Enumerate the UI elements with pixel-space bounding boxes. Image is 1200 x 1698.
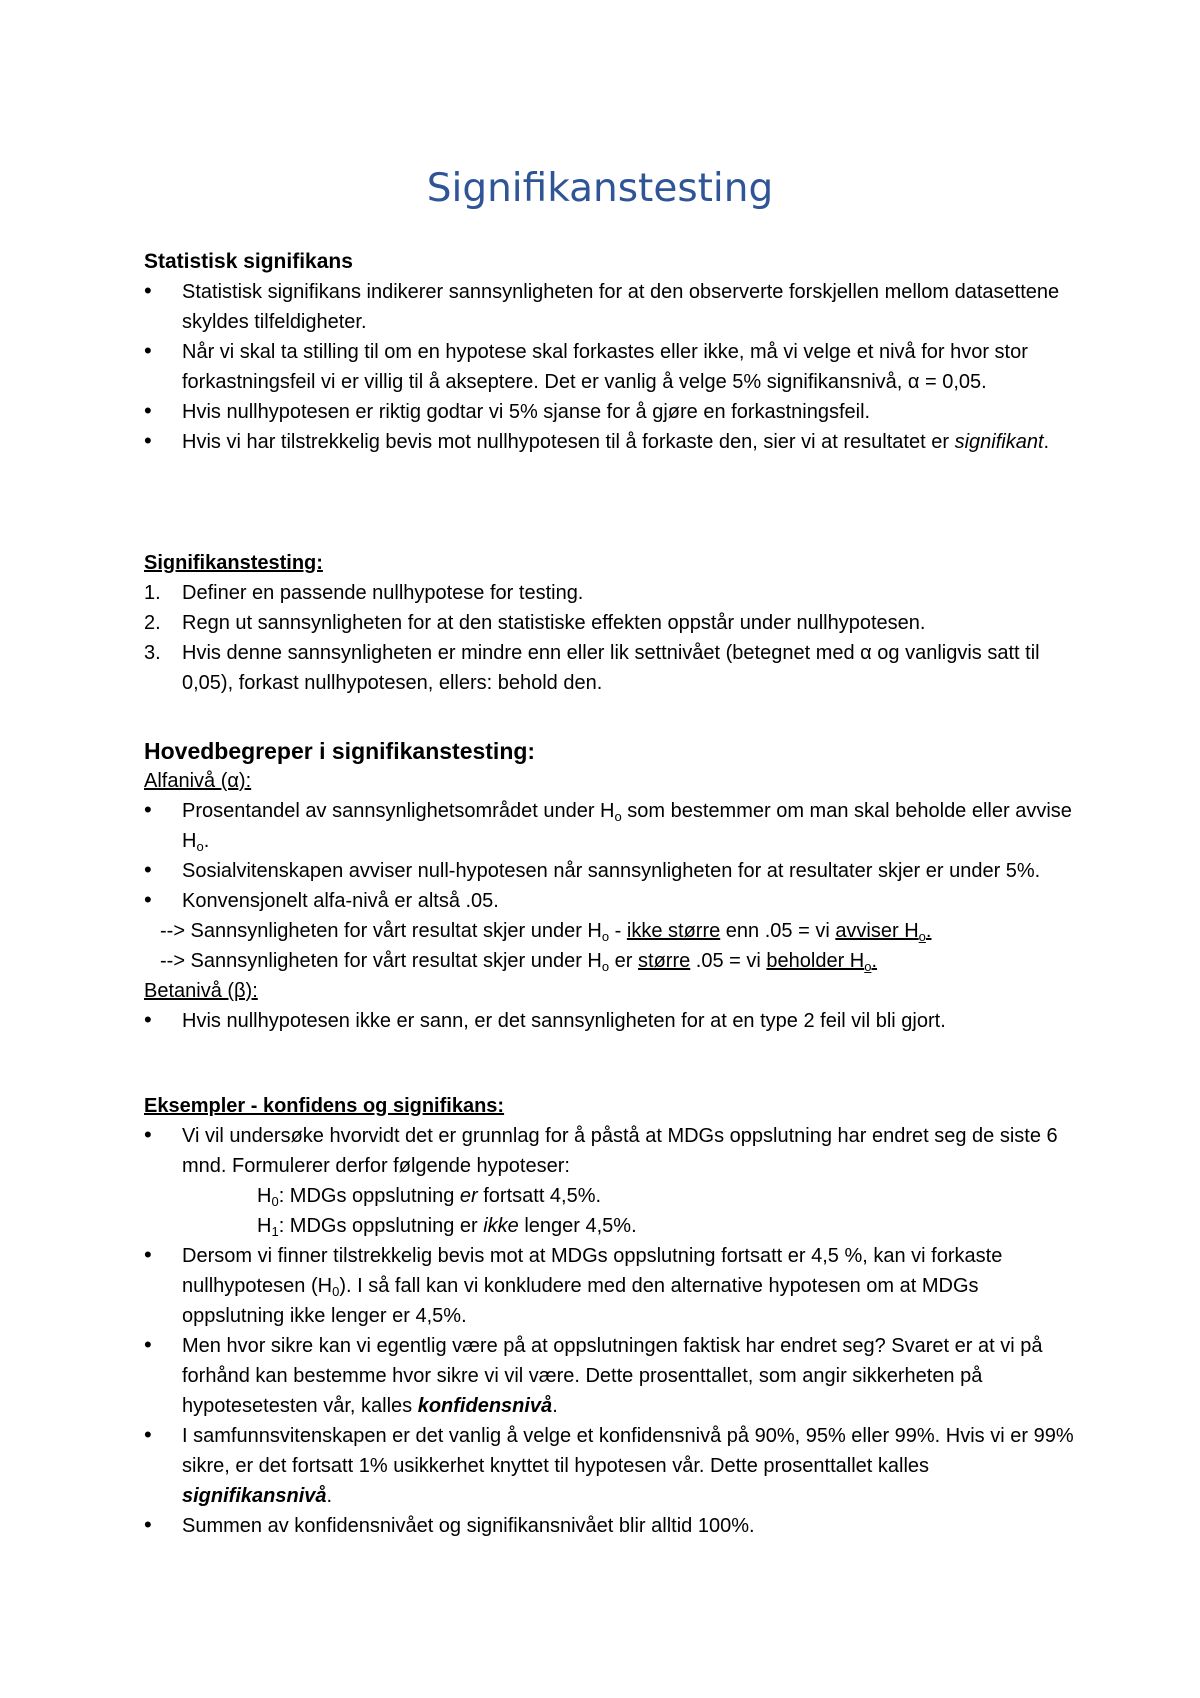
beta-label: Betanivå (β): (144, 980, 258, 1002)
list-item: • Hvis vi har tilstrekkelig bevis mot nullhypotesen til å forkaste den, sier vi at resultatet er signifikant. (144, 427, 1074, 457)
list-item: 2. Regn ut sannsynligheten for at den statistiske effekten oppstår under nullhypotesen. (144, 612, 926, 634)
list-item: • Hvis nullhypotesen er riktig godtar vi 5% sjanse for å gjøre en forkastningsfeil. (144, 397, 1074, 427)
list-item: • Dersom vi finner tilstrekkelig bevis mot at MDGs oppslutning fortsatt er 4,5 %, kan vi forkaste nullhypotesen $(H_0)$. I så fall kan vi konkludere med den alternative hypotesen om at MDGs oppslutning ikke lenger er 4,5%. (144, 1241, 1074, 1331)
list-item: • Men hvor sikre kan vi egentlig være på at oppslutningen faktisk har endret seg? Svaret er at vi på forhånd kan bestemme hvor sikre vi vil være. Dette prosenttallet, som angir sikkerheten på hypotesetesten vår, kalles konfidensnivå. (144, 1331, 1074, 1421)
list-item: • Konvensjonelt alfa-nivå er altså .05. (144, 886, 1074, 916)
list-item: • Prosentandel av sannsynlighetsområdet under $H_o$ som bestemmer om man skal beholde eller avvise $H_o$. (144, 796, 1074, 856)
list-item: • Når vi skal ta stilling til om en hypotese skal forkastes eller ikke, må vi velge et nivå for hvor stor forkastningsfeil vi er villig til å akseptere. Det er vanlig å velge 5% signifikansnivå, α = 0,05. (144, 337, 1074, 397)
section-heading: Eksempler - konfidens og signifikans: (144, 1095, 505, 1117)
section-heading: Signifikanstesting: (144, 552, 323, 574)
numbered-list (144, 578, 1074, 698)
list-item: • Summen av konfidensnivået og signifikansnivået blir alltid 100%. (144, 1511, 1074, 1541)
list-item: 3. Hvis denne sannsynligheten er mindre enn eller lik settnivået (betegnet med α og vanligvis satt til 0,05), forkast nullhypotesen, ellers: behold den. (144, 642, 1040, 694)
list-item: 1. Definer en passende nullhypotese for testing. (144, 582, 584, 604)
alpha-label: Alfanivå (α): (144, 770, 252, 792)
section-statistisk-signifikans (144, 247, 1074, 457)
section-heading: Hovedbegreper i signifikanstesting: (144, 738, 536, 764)
hypothesis-h1: $H_1$: MDGs oppslutning er ikke lenger 4,5%. (257, 1215, 637, 1239)
section-eksempler (144, 1091, 1074, 1541)
list-item: • Hvis nullhypotesen ikke er sann, er det sannsynligheten for at en type 2 feil vil bli gjort. (144, 1006, 1074, 1036)
list-item: • Vi vil undersøke hvorvidt det er grunnlag for å påstå at MDGs oppslutning har endret seg de siste 6 mnd. Formulerer derfor følgende hypoteser: $H_0$: MDGs oppslutning er fortsatt 4,5%. $H_1$: MDGs oppslutning er ikke lenger 4,5%. (144, 1121, 1074, 1241)
arrow-note: --> Sannsynligheten for vårt resultat skjer under $H_o$ er større .05 = vi beholder $H_o$. (160, 950, 878, 974)
arrow-note: --> Sannsynligheten for vårt resultat skjer under $H_o$ - ikke større enn .05 = vi avviser $H_o$. (160, 920, 932, 944)
document-title: Signifikanstesting (426, 166, 774, 211)
list-item: • Sosialvitenskapen avviser null-hypotesen når sannsynligheten for at resultater skjer er under 5%. (144, 856, 1074, 886)
section-heading: Statistisk signifikans (144, 250, 353, 273)
hypothesis-h0: $H_0$: MDGs oppslutning er fortsatt 4,5%. (257, 1185, 602, 1209)
bullet-list (144, 1121, 1074, 1541)
bullet-list (144, 796, 1074, 916)
section-signifikanstesting-steps (144, 548, 1074, 698)
list-item: • Statistisk signifikans indikerer sannsynligheten for at den observerte forskjellen mellom datasettene skyldes tilfeldigheter. (144, 277, 1074, 337)
section-hovedbegreper (144, 736, 1074, 1036)
list-item: • I samfunnsvitenskapen er det vanlig å velge et konfidensnivå på 90%, 95% eller 99%. Hvis vi er 99% sikre, er det fortsatt 1% usikkerhet knyttet til hypotesen vår. Dette prosenttallet kalles signifikansnivå. (144, 1421, 1074, 1511)
bullet-list (144, 277, 1074, 457)
bullet-list (144, 1006, 1074, 1036)
